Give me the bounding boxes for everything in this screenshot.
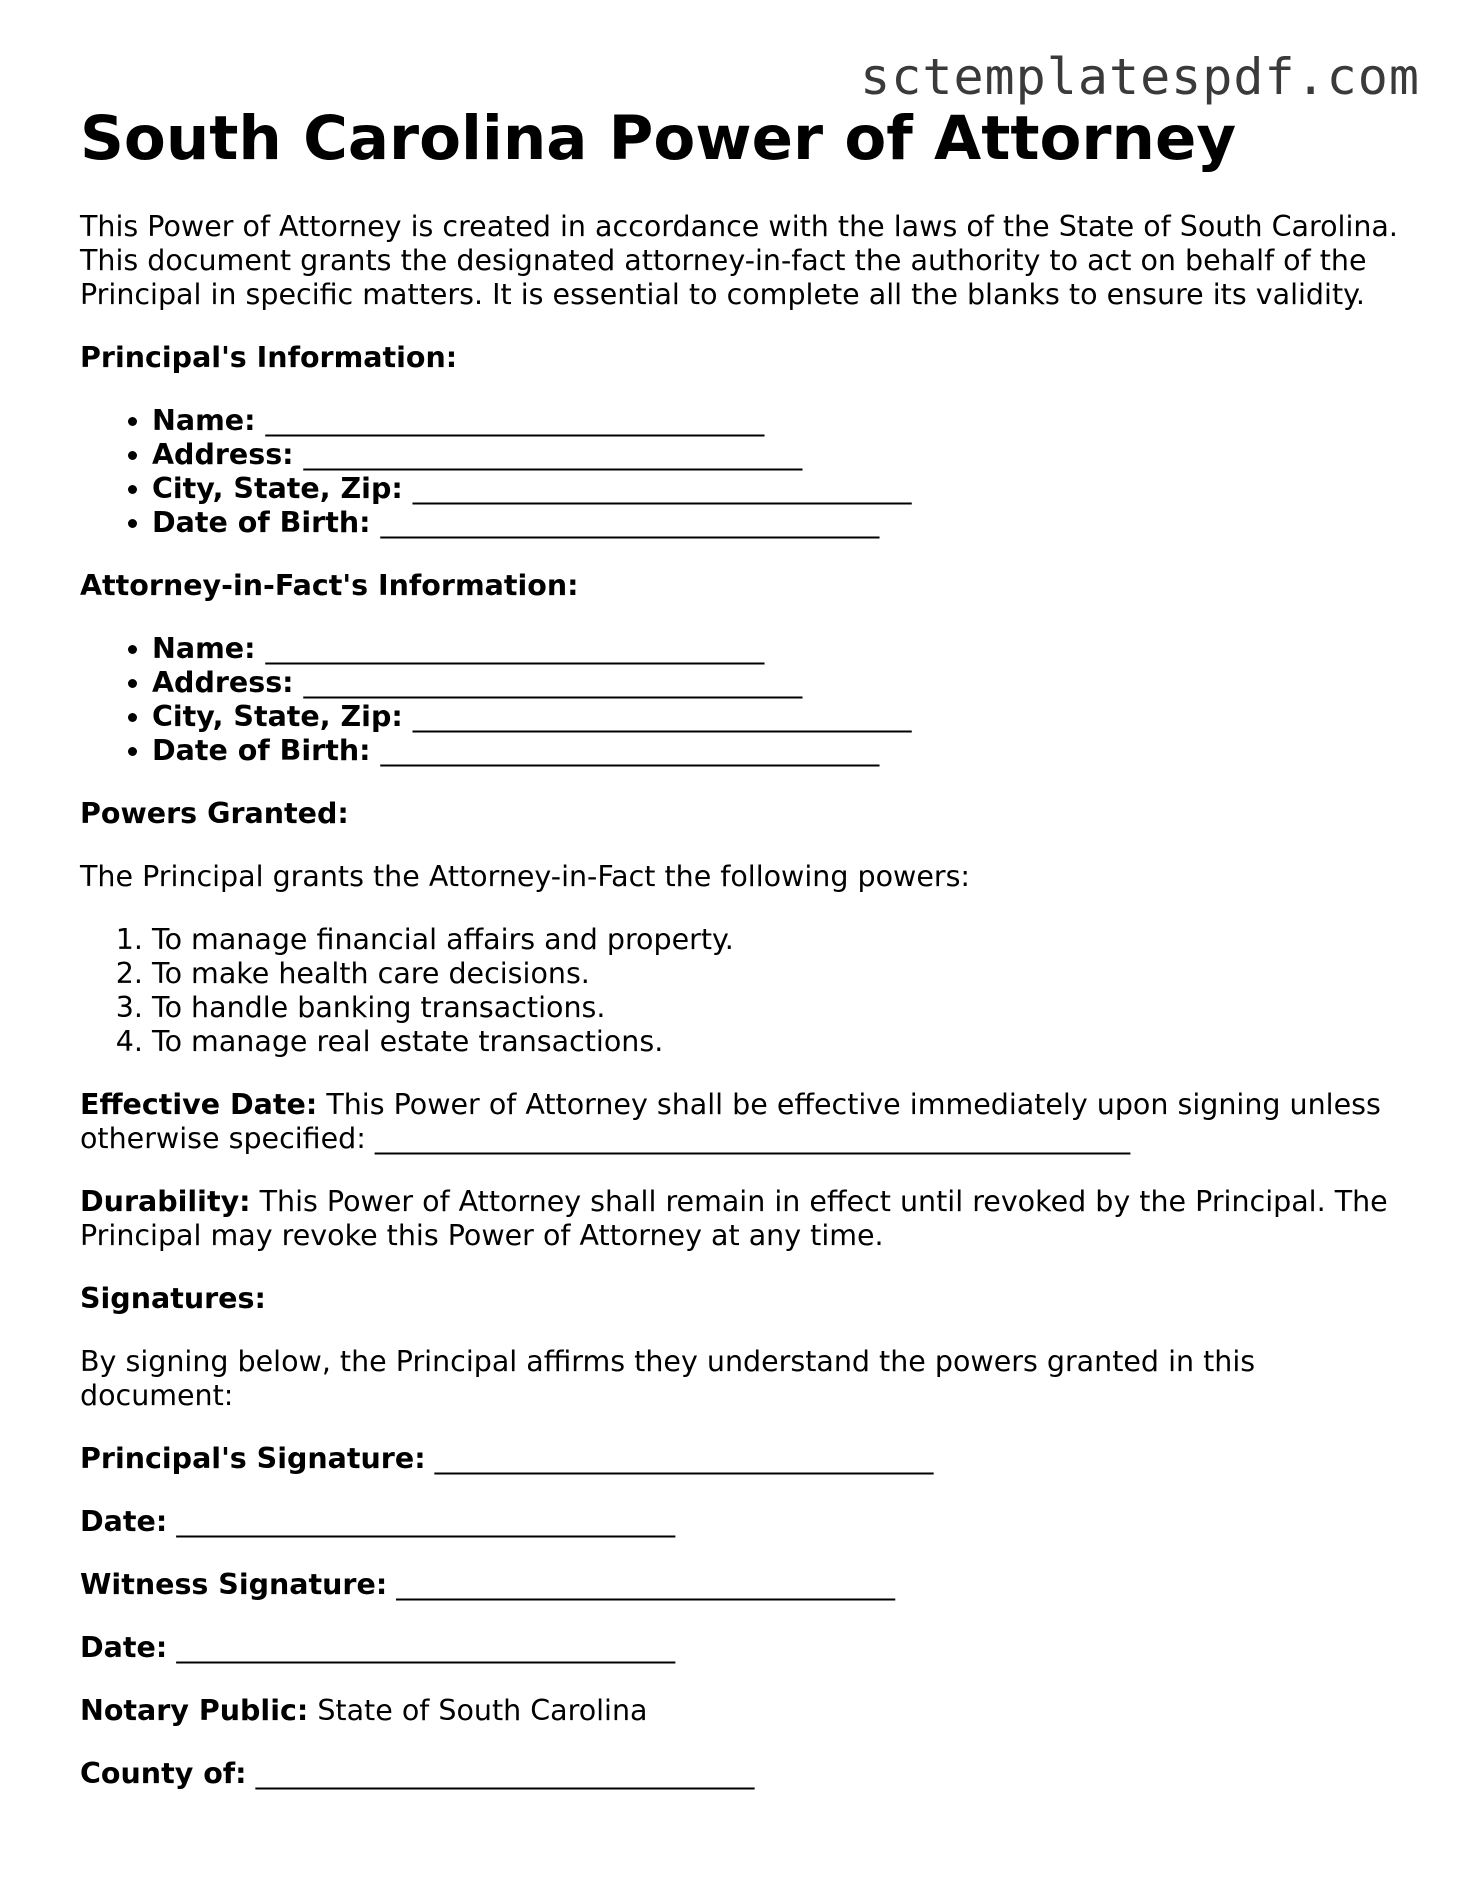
attorney-heading: Attorney-in-Fact's Information: (80, 569, 579, 602)
blank-line: ___________________________________ (412, 472, 912, 505)
principal-fields (80, 404, 1400, 540)
date-label: Date: (80, 1505, 168, 1538)
effective-date-label: Effective Date: (80, 1088, 318, 1121)
blank-line: ___________________________________ (380, 506, 880, 539)
blank-line: ___________________________________ (265, 632, 765, 665)
notary-label: Notary Public: (80, 1694, 309, 1727)
notary-text: State of South Carolina (317, 1694, 648, 1727)
blank-line: ___________________________________ (303, 666, 803, 699)
attorney-dob-field (152, 734, 1400, 768)
attorney-city-state-zip-field (152, 700, 1400, 734)
signature-label: Witness Signature: (80, 1568, 388, 1601)
blank-line: _____________________________________________________ (374, 1122, 1131, 1155)
field-label: Address: (152, 666, 294, 699)
powers-intro: The Principal grants the Attorney-in-Fact the following powers: (80, 860, 971, 893)
blank-line: ___________________________________ (303, 438, 803, 471)
intro-paragraph: This Power of Attorney is created in accordance with the laws of the State of South Carolina. This document grants the designated attorney-in-fact the authority to act on behalf of the Principal in specific matters. It is essential to complete all the blanks to ensure its validity. (80, 210, 1398, 311)
date-label: Date: (80, 1631, 168, 1664)
blank-line: ___________________________________ (380, 734, 880, 767)
principal-address-field (152, 438, 1400, 472)
blank-line: ___________________________________ (412, 700, 912, 733)
blank-line: ___________________________________ (396, 1568, 896, 1601)
signatures-intro: By signing below, the Principal affirms they understand the powers granted in this document: (80, 1345, 1256, 1412)
power-item: 3. To handle banking transactions. (152, 991, 1400, 1025)
power-item: 1. To manage financial affairs and property. (152, 923, 1400, 957)
principal-name-field (152, 404, 1400, 438)
durability-text: This Power of Attorney shall remain in effect until revoked by the Principal. The Principal may revoke this Power of Attorney at any time. (80, 1185, 1388, 1252)
principal-heading: Principal's Information: (80, 341, 458, 374)
power-item: 4. To manage real estate transactions. (152, 1025, 1400, 1059)
powers-list (80, 923, 1400, 1059)
field-label: City, State, Zip: (152, 472, 403, 505)
document-body (80, 210, 1400, 1820)
signatures-heading: Signatures: (80, 1282, 266, 1315)
attorney-name-field (152, 632, 1400, 666)
blank-line: ___________________________________ (265, 404, 765, 437)
principal-dob-field (152, 506, 1400, 540)
blank-line: ___________________________________ (176, 1505, 676, 1538)
watermark: sctemplatespdf.com (860, 48, 1420, 106)
county-label: County of: (80, 1757, 247, 1790)
attorney-address-field (152, 666, 1400, 700)
durability-paragraph (80, 1185, 1400, 1253)
field-label: Name: (152, 404, 256, 437)
blank-line: ___________________________________ (255, 1757, 755, 1790)
power-item: 2. To make health care decisions. (152, 957, 1400, 991)
field-label: Address: (152, 438, 294, 471)
field-label: Date of Birth: (152, 506, 371, 539)
principal-signature-line (80, 1442, 1400, 1476)
principal-date-line (80, 1505, 1400, 1539)
county-line (80, 1757, 1400, 1791)
durability-label: Durability: (80, 1185, 251, 1218)
witness-signature-line (80, 1568, 1400, 1602)
field-label: Date of Birth: (152, 734, 371, 767)
effective-date-text: This Power of Attorney shall be effective immediately upon signing unless otherwise specified: (80, 1088, 1381, 1155)
signature-label: Principal's Signature: (80, 1442, 426, 1475)
field-label: City, State, Zip: (152, 700, 403, 733)
effective-date-paragraph (80, 1088, 1400, 1156)
field-label: Name: (152, 632, 256, 665)
document-title: South Carolina Power of Attorney (80, 103, 1237, 174)
witness-date-line (80, 1631, 1400, 1665)
attorney-fields (80, 632, 1400, 768)
blank-line: ___________________________________ (434, 1442, 934, 1475)
powers-heading: Powers Granted: (80, 797, 349, 830)
principal-city-state-zip-field (152, 472, 1400, 506)
blank-line: ___________________________________ (176, 1631, 676, 1664)
notary-line (80, 1694, 1400, 1728)
